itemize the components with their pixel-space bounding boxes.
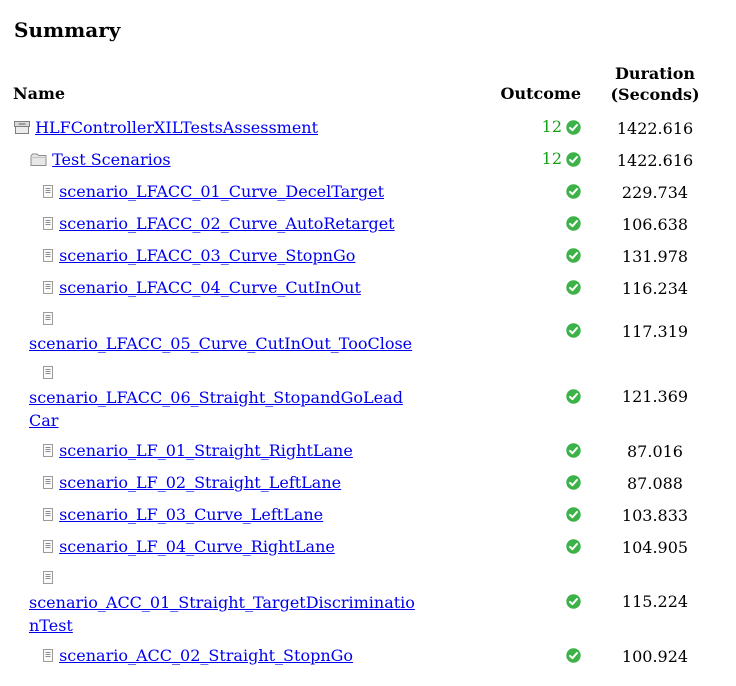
- row-name-link[interactable]: scenario_LF_04_Curve_RightLane: [59, 536, 335, 556]
- table-row: [13, 272, 729, 304]
- pass-check-icon: [566, 214, 581, 237]
- name-cell: [13, 467, 415, 499]
- outcome-cell: [415, 467, 581, 499]
- outcome-cell: [415, 358, 581, 435]
- column-header-outcome: Outcome: [500, 84, 581, 103]
- table-row: [13, 240, 729, 272]
- indent-spacer: [29, 323, 42, 324]
- pass-check-icon: [566, 505, 581, 528]
- indent-spacer: [29, 455, 42, 456]
- row-name-link[interactable]: scenario_LFACC_03_Curve_StopnGo: [59, 245, 356, 265]
- indent-spacer: [29, 519, 42, 520]
- name-cell: [13, 176, 415, 208]
- outcome-pass-count: 12: [541, 149, 562, 168]
- pass-check-icon: [566, 441, 581, 464]
- page-title: Summary: [14, 18, 121, 42]
- name-cell: [13, 304, 415, 358]
- test-case-icon: [42, 537, 54, 560]
- name-cell: [13, 531, 415, 563]
- duration-value: 87.088: [627, 473, 683, 493]
- table-row: [13, 144, 729, 176]
- row-name-link[interactable]: HLFControllerXILTestsAssessment: [35, 117, 319, 137]
- duration-value: 104.905: [621, 537, 689, 557]
- name-cell: [13, 272, 415, 304]
- test-case-icon: [42, 473, 54, 496]
- test-case-icon: [42, 441, 54, 464]
- table-row: [13, 640, 729, 672]
- indent-spacer: [29, 660, 42, 661]
- name-cell: [13, 640, 415, 672]
- outcome-cell: [415, 112, 581, 144]
- outcome-cell: [415, 640, 581, 672]
- duration-header-line1: Duration: [614, 64, 696, 83]
- outcome-cell: [415, 499, 581, 531]
- name-cell: [13, 563, 415, 640]
- duration-value: 103.833: [621, 505, 689, 525]
- row-name-link[interactable]: scenario_ACC_02_Straight_StopnGo: [59, 645, 354, 665]
- name-cell: [13, 499, 415, 531]
- outcome-cell: [415, 304, 581, 358]
- row-name-link[interactable]: scenario_LF_03_Curve_LeftLane: [59, 504, 324, 524]
- test-case-icon: [42, 182, 54, 205]
- outcome-cell: [415, 208, 581, 240]
- outcome-cell: [415, 531, 581, 563]
- table-row: [13, 176, 729, 208]
- indent-spacer: [13, 164, 30, 165]
- name-cell: [13, 435, 415, 467]
- pass-check-icon: [566, 321, 581, 344]
- row-name-link[interactable]: scenario_LFACC_02_Curve_AutoRetarget: [59, 213, 395, 233]
- table-row: [13, 563, 729, 640]
- duration-value: 100.924: [621, 646, 689, 666]
- row-name-link[interactable]: scenario_LF_01_Straight_RightLane: [59, 440, 353, 460]
- duration-value: 87.016: [627, 441, 683, 461]
- duration-value: 1422.616: [616, 150, 694, 170]
- table-row: [13, 112, 729, 144]
- table-row: [13, 435, 729, 467]
- indent-spacer: [29, 260, 42, 261]
- test-case-icon: [42, 646, 54, 669]
- row-name-link[interactable]: scenario_LFACC_06_Straight_StopandGoLeadCar: [29, 388, 403, 430]
- summary-table: [13, 60, 729, 672]
- table-row: [13, 208, 729, 240]
- name-cell: [13, 112, 415, 144]
- pass-check-icon: [566, 387, 581, 410]
- indent-spacer: [29, 551, 42, 552]
- duration-value: 116.234: [621, 278, 689, 298]
- table-row: [13, 531, 729, 563]
- duration-value: 115.224: [621, 592, 689, 611]
- table-row: [13, 304, 729, 358]
- indent-spacer: [29, 377, 42, 378]
- row-name-link[interactable]: scenario_ACC_01_Straight_TargetDiscriminationTest: [29, 593, 415, 635]
- test-case-icon: [42, 214, 54, 237]
- test-case-icon: [42, 278, 54, 301]
- table-row: [13, 467, 729, 499]
- duration-header-line2: (Seconds): [610, 85, 700, 104]
- outcome-cell: [415, 240, 581, 272]
- indent-spacer: [29, 228, 42, 229]
- outcome-cell: [415, 563, 581, 640]
- name-cell: [13, 208, 415, 240]
- outcome-cell: [415, 272, 581, 304]
- outcome-cell: [415, 144, 581, 176]
- table-row: [13, 499, 729, 531]
- pass-check-icon: [566, 150, 581, 173]
- duration-value: 117.319: [621, 321, 689, 341]
- name-cell: [13, 358, 415, 435]
- duration-value: 106.638: [621, 214, 689, 234]
- test-case-icon: [42, 363, 54, 386]
- pass-check-icon: [566, 278, 581, 301]
- pass-check-icon: [566, 473, 581, 496]
- column-header-name: Name: [13, 84, 66, 103]
- row-name-link[interactable]: Test Scenarios: [52, 149, 171, 169]
- outcome-cell: [415, 435, 581, 467]
- outcome-pass-count: 12: [541, 117, 562, 136]
- name-cell: [13, 240, 415, 272]
- duration-value: 229.734: [621, 182, 689, 202]
- indent-spacer: [29, 487, 42, 488]
- test-case-icon: [42, 568, 54, 591]
- pass-check-icon: [566, 592, 581, 615]
- outcome-cell: [415, 176, 581, 208]
- header-row: [13, 60, 729, 112]
- duration-value: 1422.616: [616, 118, 694, 138]
- name-cell: [13, 144, 415, 176]
- pass-check-icon: [566, 537, 581, 560]
- pass-check-icon: [566, 182, 581, 205]
- row-name-link[interactable]: scenario_LFACC_04_Curve_CutInOut: [59, 277, 361, 297]
- row-name-link[interactable]: scenario_LFACC_05_Curve_CutInOut_TooClose: [29, 334, 413, 353]
- test-case-icon: [42, 309, 54, 332]
- column-header-duration: [581, 60, 729, 112]
- indent-spacer: [29, 582, 42, 583]
- duration-value: 131.978: [621, 246, 689, 266]
- table-row: [13, 358, 729, 435]
- test-case-icon: [42, 246, 54, 269]
- pass-check-icon: [566, 118, 581, 141]
- duration-value: 121.369: [621, 387, 689, 406]
- test-file-icon: [14, 118, 30, 141]
- row-name-link[interactable]: scenario_LFACC_01_Curve_DecelTarget: [59, 181, 385, 201]
- row-name-link[interactable]: scenario_LF_02_Straight_LeftLane: [59, 472, 342, 492]
- folder-icon: [30, 150, 47, 173]
- indent-spacer: [29, 196, 42, 197]
- pass-check-icon: [566, 246, 581, 269]
- indent-spacer: [29, 292, 42, 293]
- test-case-icon: [42, 505, 54, 528]
